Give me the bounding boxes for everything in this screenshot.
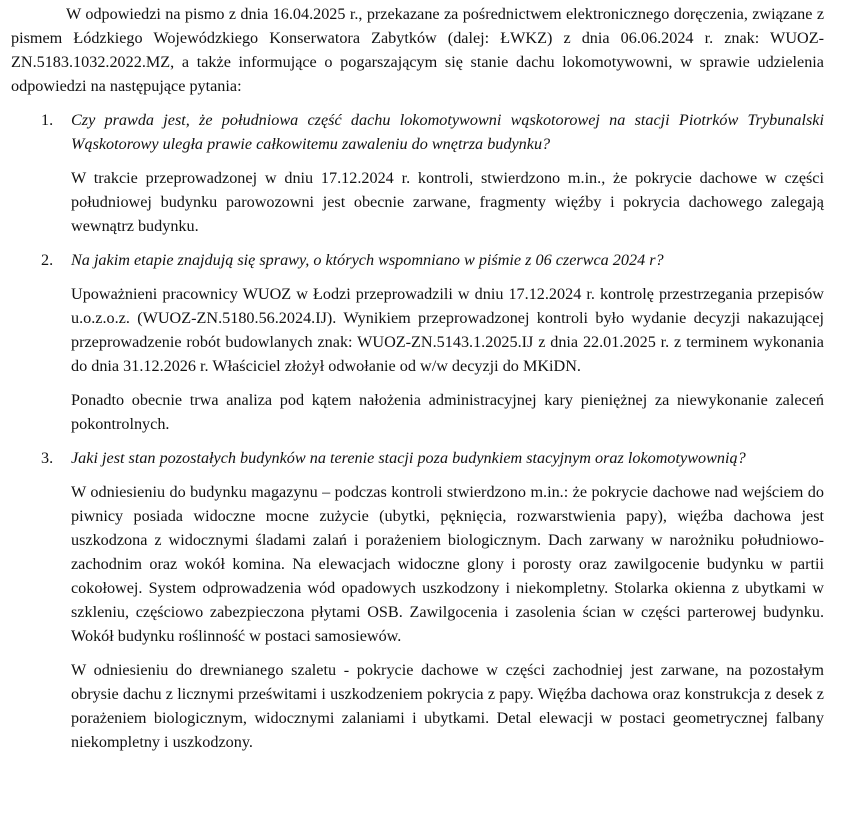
- question-block-1: [11, 108, 824, 238]
- question-text: Jaki jest stan pozostałych budynków na terenie stacji poza budynkiem stacyjnym oraz lokomotywownią?: [71, 449, 746, 467]
- answer-paragraph: W trakcie przeprowadzonej w dniu 17.12.2024 r. kontroli, stwierdzono m.in., że pokrycie dachowe w części południowej budynku parowozowni jest obecnie zarwane, fragmenty więźby i pokrycia dachowego zalegają wewnątrz budynku.: [71, 169, 824, 235]
- question-text: Czy prawda jest, że południowa część dachu lokomotywowni wąskotorowej na stacji Piotrków Trybunalski Wąskotorowy uległa prawie całkowitemu zawaleniu do wnętrza budynku?: [71, 111, 824, 153]
- answer-paragraph: Upoważnieni pracownicy WUOZ w Łodzi przeprowadzili w dniu 17.12.2024 r. kontrolę przestrzegania przepisów u.o.z.o.z. (WUOZ-ZN.5180.56.2024.IJ). Wynikiem przeprowadzonej kontroli było wydanie decyzji nakazującej przeprowadzenie robót budowlanych znak: WUOZ-ZN.5143.1.2025.IJ z dnia 22.01.2025 r. z terminem wykonania do dnia 31.12.2026 r. Właściciel złożył odwołanie od w/w decyzji do MKiDN.: [71, 285, 824, 375]
- answer-paragraph: Ponadto obecnie trwa analiza pod kątem nałożenia administracyjnej kary pieniężnej za niewykonanie zaleceń pokontrolnych.: [71, 391, 824, 433]
- question-number: 2.: [41, 251, 54, 269]
- question-number: 1.: [41, 111, 54, 129]
- question-1: [11, 108, 824, 156]
- answer-paragraph: W odniesieniu do budynku magazynu – podczas kontroli stwierdzono m.in.: że pokrycie dachowe nad wejściem do piwnicy posiada widoczne mocne zużycie (ubytki, pęknięcia, rozwarstwienia papy), więźba dachowa jest uszkodzona z widocznymi śladami zalań i porażeniem biologicznym. Dach zarwany w narożniku południowo-zachodnim oraz wokół komina. Na elewacjach widoczne glony i porosty oraz zawilgocenie budynku w partii cokołowej. System odprowadzenia wód opadowych uszkodzony i niekompletny. Stolarka okienna z ubytkami w szkleniu, częściowo zabezpieczona płytami OSB. Zawilgocenia i zasolenia ścian w części parterowej budynku. Wokół budynku roślinność w postaci samosiewów.: [71, 483, 824, 645]
- question-number: 3.: [41, 449, 54, 467]
- question-3: [11, 446, 824, 470]
- question-block-2: [11, 248, 824, 436]
- intro-paragraph: W odpowiedzi na pismo z dnia 16.04.2025 r., przekazane za pośrednictwem elektronicznego doręczenia, związane z pismem Łódzkiego Wojewódzkiego Konserwatora Zabytków (dalej: ŁWKZ) z dnia 06.06.2024 r. znak: WUOZ-ZN.5183.1032.2022.MZ, a także informujące o pogarszającym się stanie dachu lokomotywowni, w sprawie udzielenia odpowiedzi na następujące pytania:: [11, 5, 824, 95]
- question-text: Na jakim etapie znajdują się sprawy, o których wspomniano w piśmie z 06 czerwca 2024 r?: [71, 251, 664, 269]
- question-2: [11, 248, 824, 272]
- question-block-3: [11, 446, 824, 754]
- answer-paragraph: W odniesieniu do drewnianego szaletu - pokrycie dachowe w części zachodniej jest zarwane, na pozostałym obrysie dachu z licznymi prześwitami i uszkodzeniem pokrycia z papy. Więźba dachowa oraz konstrukcja z desek z porażeniem biologicznym, widocznymi zalaniami i ubytkami. Detal elewacji w postaci geometrycznej falbany niekompletny i uszkodzony.: [71, 661, 824, 751]
- document-body: [11, 2, 824, 754]
